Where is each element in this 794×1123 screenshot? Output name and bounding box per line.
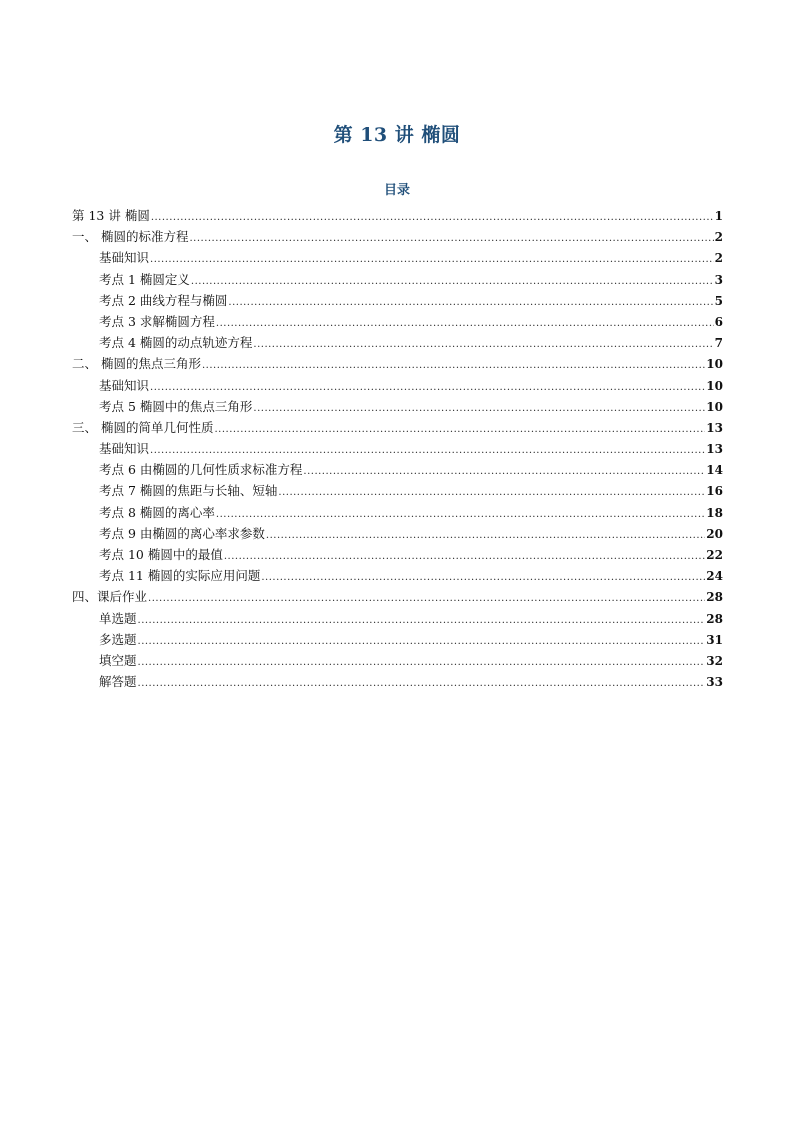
toc-entry-page-number: 1 [714,209,723,223]
toc-dot-leader [216,313,714,334]
toc-entry[interactable] [72,247,723,268]
toc-entry-label: 考点 5 椭圆中的焦点三角形 [99,398,253,414]
toc-entry[interactable] [72,671,723,692]
toc-entry-page-number: 32 [706,653,723,668]
toc-entry[interactable] [72,311,723,332]
toc-entry[interactable] [72,586,723,607]
toc-heading: 目录 [383,183,410,198]
toc-entry-page-number: 16 [706,484,723,499]
toc-entry[interactable] [72,353,723,374]
toc-dot-leader [138,673,706,694]
toc-entry-label: 考点 2 曲线方程与椭圆 [99,292,228,308]
toc-entry-page-number: 13 [706,442,723,457]
table-of-contents [72,205,723,692]
toc-entry[interactable] [72,226,723,247]
toc-entry[interactable] [72,332,723,353]
toc-entry-label: 一、 椭圆的标准方程 [72,229,189,245]
toc-entry[interactable] [72,480,723,501]
toc-dot-leader [228,292,713,313]
toc-entry[interactable] [72,438,723,459]
toc-entry-page-number: 6 [714,314,723,329]
toc-entry[interactable] [72,565,723,586]
toc-entry-label: 考点 7 椭圆的焦距与长轴、短轴 [99,483,278,499]
toc-dot-leader [151,207,714,228]
toc-entry[interactable] [72,375,723,396]
toc-dot-leader [138,652,706,673]
toc-dot-leader [253,334,713,355]
toc-entry-page-number: 7 [714,336,723,351]
toc-entry-page-number: 2 [714,251,723,266]
toc-dot-leader [266,525,705,546]
toc-entry-page-number: 22 [706,548,723,562]
toc-entry-page-number: 14 [706,463,723,478]
toc-dot-leader [216,504,705,525]
toc-entry[interactable] [72,608,723,629]
toc-entry-label: 考点 8 椭圆的离心率 [99,504,215,520]
toc-entry-page-number: 5 [714,293,723,308]
toc-entry[interactable] [72,459,723,480]
toc-entry-page-number: 24 [706,569,723,584]
toc-entry[interactable] [72,523,723,544]
toc-entry-label: 第 13 讲 椭圆 [72,208,150,223]
toc-entry-page-number: 28 [706,611,723,626]
toc-dot-leader [253,398,705,419]
toc-entry-page-number: 13 [706,420,723,435]
toc-entry-page-number: 31 [706,632,723,647]
toc-entry-page-number: 2 [714,230,723,245]
toc-entry-label: 考点 9 由椭圆的离心率求参数 [99,525,265,541]
toc-entry-label: 填空题 [99,652,137,668]
toc-dot-leader [189,228,713,249]
toc-entry-label: 二、 椭圆的焦点三角形 [72,356,201,372]
toc-dot-leader [303,461,705,482]
toc-entry-label: 三、 椭圆的简单几何性质 [72,419,214,435]
toc-entry[interactable] [72,417,723,438]
toc-dot-leader [138,610,706,631]
toc-entry[interactable] [72,269,723,290]
toc-entry-label: 四、课后作业 [72,589,148,605]
toc-dot-leader [150,249,714,270]
toc-entry[interactable] [72,629,723,650]
toc-entry-label: 多选题 [99,631,137,647]
toc-dot-leader [214,419,705,440]
toc-entry-page-number: 10 [706,378,723,393]
toc-entry-label: 考点 10 椭圆中的最值 [99,547,223,562]
toc-entry[interactable] [72,205,723,226]
toc-dot-leader [191,271,714,292]
toc-dot-leader [202,355,705,376]
toc-entry-label: 考点 11 椭圆的实际应用问题 [99,568,261,584]
toc-entry-page-number: 28 [706,590,723,605]
toc-entry-label: 考点 4 椭圆的动点轨迹方程 [99,335,253,351]
toc-dot-leader [148,588,705,609]
toc-entry-page-number: 18 [706,505,723,520]
toc-dot-leader [224,546,705,567]
toc-entry[interactable] [72,502,723,523]
toc-entry-page-number: 3 [714,272,723,287]
document-title: 第 13 讲 椭圆 [333,124,461,146]
toc-entry-page-number: 10 [706,399,723,414]
toc-dot-leader [138,631,706,652]
toc-entry[interactable] [72,544,723,565]
toc-entry-label: 考点 6 由椭圆的几何性质求标准方程 [99,462,303,478]
toc-entry[interactable] [72,290,723,311]
toc-entry-label: 基础知识 [99,250,150,266]
toc-dot-leader [261,567,705,588]
toc-dot-leader [278,482,705,503]
toc-entry-page-number: 20 [706,526,723,541]
toc-entry-label: 单选题 [99,610,137,626]
toc-entry-label: 基础知识 [99,441,150,457]
toc-entry-label: 基础知识 [99,377,150,393]
toc-entry-label: 解答题 [99,674,137,690]
toc-dot-leader [150,440,705,461]
toc-entry[interactable] [72,650,723,671]
toc-entry-page-number: 33 [706,675,723,690]
toc-entry[interactable] [72,396,723,417]
toc-entry-page-number: 10 [706,357,723,372]
toc-entry-label: 考点 1 椭圆定义 [99,271,190,287]
toc-dot-leader [150,377,705,398]
toc-entry-label: 考点 3 求解椭圆方程 [99,313,215,329]
